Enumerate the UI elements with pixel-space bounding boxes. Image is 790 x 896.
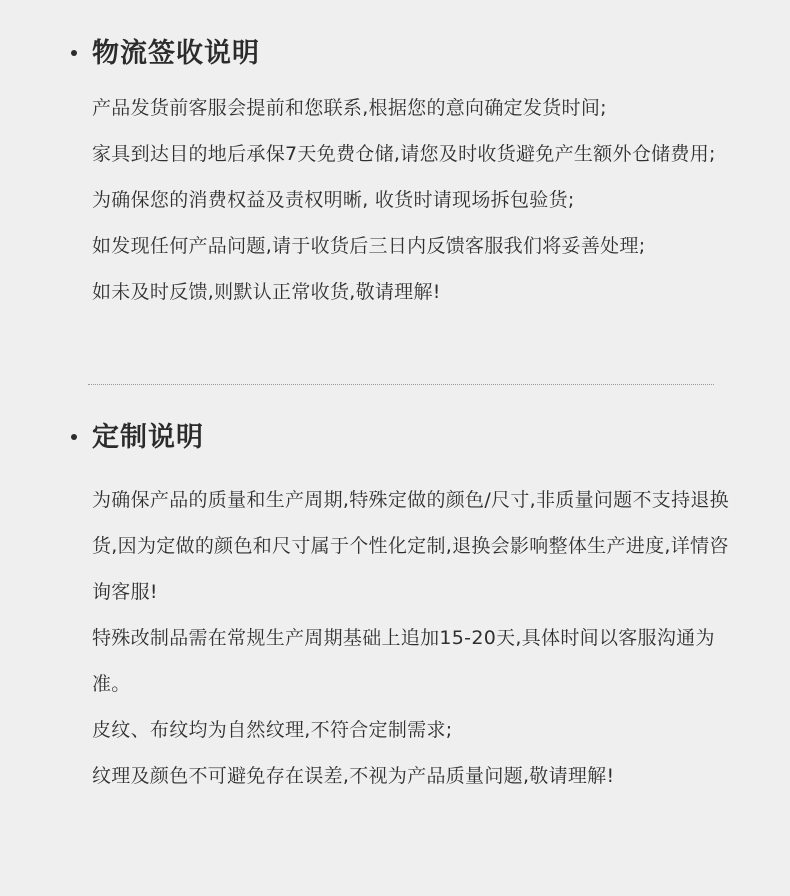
bullet-dot-icon [71,50,77,56]
logistics-paragraph: 如发现任何产品问题,请于收货后三日内反馈客服我们将妥善处理; [92,235,646,257]
logistics-header [0,34,790,74]
logistics-paragraph: 如未及时反馈,则默认正常收货,敬请理解! [92,281,441,303]
logistics-title: 物流签收说明 [92,38,260,69]
custom-section [0,418,790,787]
section-divider [88,384,714,385]
bullet-dot-icon [71,434,77,440]
custom-paragraph: 为确保产品的质量和生产周期,特殊定做的颜色/尺寸,非质量问题不支持退换货,因为定做的颜色和尺寸属于个性化定制,退换会影响整体生产进度,详情咨询客服! [92,489,729,603]
custom-paragraph: 特殊改制品需在常规生产周期基础上追加15-20天,具体时间以客服沟通为准。 [92,627,715,695]
logistics-paragraph: 家具到达目的地后承保7天免费仓储,请您及时收货避免产生额外仓储费用; [92,143,716,165]
custom-paragraph: 皮纹、布纹均为自然纹理,不符合定制需求; [92,719,453,741]
logistics-paragraph: 为确保您的消费权益及责权明晰, 收货时请现场拆包验货; [92,189,575,211]
logistics-paragraph-list [92,85,732,315]
logistics-paragraph: 产品发货前客服会提前和您联系,根据您的意向确定发货时间; [92,97,607,119]
custom-title: 定制说明 [92,422,204,453]
custom-paragraph: 纹理及颜色不可避免存在误差,不视为产品质量问题,敬请理解! [92,765,615,787]
custom-paragraph-list [92,477,732,799]
custom-header [0,418,790,458]
logistics-section [0,34,790,303]
